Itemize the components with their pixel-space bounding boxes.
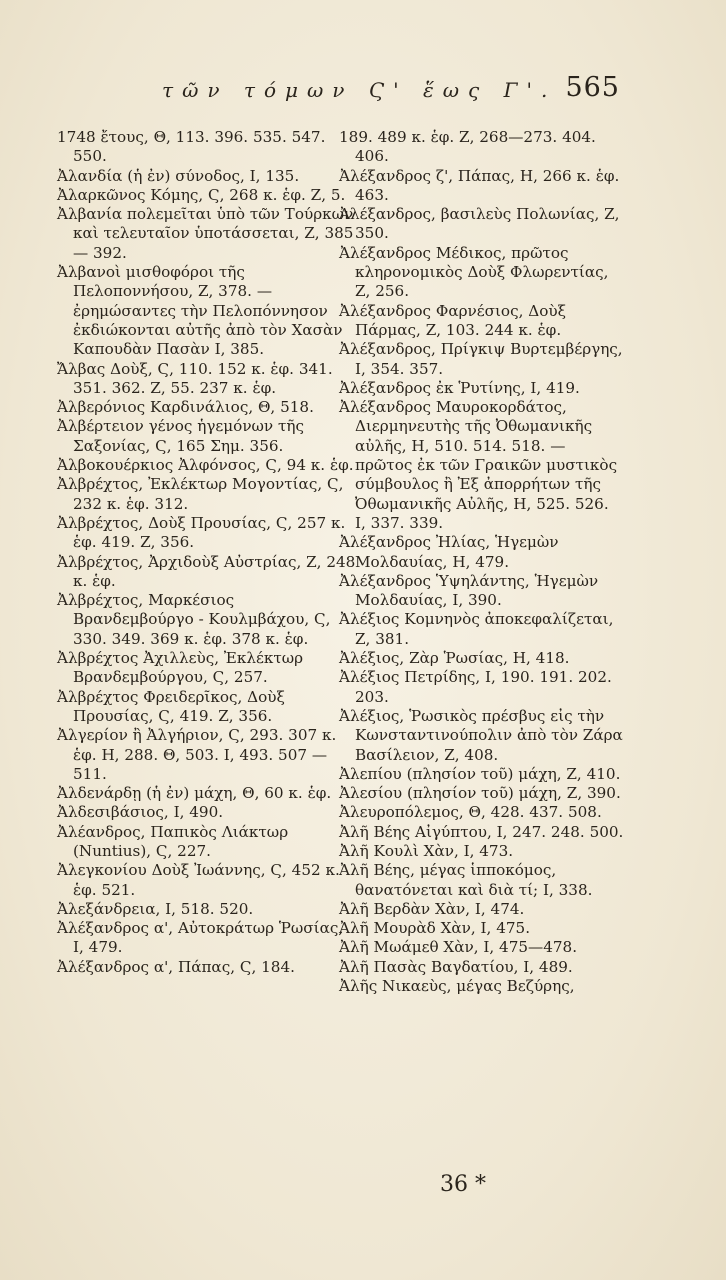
index-entry: Ἀλβανοὶ μισθοφόροι τῆς Πελοποννήσου, Ζ, 378. — ἐρημώσαντες τὴν Πελοπόννησον ἐκδιώκονται αὐτῆς ἀπὸ τὸν Χασὰν Καπουδὰν Πασὰν Ι, 385. <box>57 263 343 359</box>
index-entry: Ἀλεξάνδρεια, Ι, 518. 520. <box>57 899 254 918</box>
index-entry: Ἀλέξανδρος Ὑψηλάντης, Ἡγεμὼν Μολδαυίας, Ι, 390. <box>339 571 599 610</box>
index-entry: Ἀλβέρτειον γένος ἡγεμόνων τῆς Σαξονίας, Ϛ, 165 Σημ. 356. <box>57 417 304 455</box>
index-entry: Ἀλβερόνιος Καρδινάλιος, Θ, 518. <box>57 398 314 417</box>
index-entry: Ἀλέξανδρος α', Αὐτοκράτωρ Ῥωσίας, Ι, 479. <box>57 919 344 957</box>
index-entry: Ἀλέξανδρος Μέδικος, πρῶτος κληρονομικὸς Δοὺξ Φλωρεντίας, Ζ, 256. <box>339 243 609 301</box>
index-entry: Ἀλῆ Μουρὰδ Χὰν, Ι, 475. <box>339 919 531 938</box>
index-entry: Ἀλβρέχτος Φρειδερῖκος, Δοὺξ Προυσίας, Ϛ, 419. Ζ, 356. <box>57 687 285 725</box>
index-column-right <box>339 128 624 996</box>
index-entry: Ἀλέξανδρος, Πρίγκιψ Βυρτεμβέργης, Ι, 354. 357. <box>339 340 623 378</box>
index-column-left <box>57 128 357 977</box>
index-entry: Ἀλῆ Βερδὰν Χὰν, Ι, 474. <box>339 899 525 918</box>
index-entry: Ἀλῆ Βέης, μέγας ἱπποκόμος, θανατόνεται καὶ διὰ τί; Ι, 338. <box>339 861 593 899</box>
index-entry: Ἀλβρέχτος, Μαρκέσιος Βρανδεμβούργο - Κουλμβάχου, Ϛ, 330. 349. 369 κ. ἑφ. 378 κ. ἑφ. <box>57 591 331 648</box>
index-entry: Ἀλέξανδρος ζ', Πάπας, Η, 266 κ. ἑφ. 463. <box>339 166 620 204</box>
index-entry: Ἀλδενάρδῃ (ἡ ἐν) μάχη, Θ, 60 κ. ἑφ. <box>57 784 332 803</box>
index-entry: Ἀλέανδρος, Παπικὸς Λιάκτωρ (Nuntius), Ϛ, 227. <box>57 822 289 860</box>
index-entry: Ἀλῆ Βέης Αἰγύπτου, Ι, 247. 248. 500. <box>339 822 624 841</box>
index-entry: Ἀλβρέχτος, Ἐκλέκτωρ Μογοντίας, Ϛ, 232 κ. ἑφ. 312. <box>57 475 344 513</box>
index-entry: Ἀλέξανδρος Φαρνέσιος, Δοὺξ Πάρμας, Ζ, 103. 244 κ. ἑφ. <box>339 301 566 339</box>
index-entry: Ἀλέξανδρος Μαυροκορδάτος, Διερμηνευτὴς τῆς Ὀθωμανικῆς αὐλῆς, Η, 510. 514. 518. — πρῶτος ἐκ τῶν Γραικῶν μυστικὸς σύμβουλος ἢ Ἐξ ἀπορρήτων τῆς Ὀθωμανικῆς Αὐλῆς, Η, 525. 526. Ι, 337. 339. <box>339 398 618 532</box>
index-entry: Ἀλδεσιβάσιος, Ι, 490. <box>57 803 224 822</box>
index-entry: 1748 ἔτους, Θ, 113. 396. 535. 547. 550. <box>57 128 326 166</box>
page-number: 565 <box>565 72 620 103</box>
index-entry: Ἀλέξιος, Ῥωσικὸς πρέσβυς εἰς τὴν Κωνσταντινούπολιν ἀπὸ τὸν Ζάρα Βασίλειον, Ζ, 408. <box>339 706 623 764</box>
index-entry: Ἀλῆ Πασὰς Βαγδατίου, Ι, 489. <box>339 957 573 976</box>
index-entry: Ἀλέξανδρος Ἠλίας, Ἡγεμὼν Μολδαυίας, Η, 479. <box>339 533 559 571</box>
index-entry: Ἀλανδία (ἡ ἐν) σύνοδος, Ι, 135. <box>57 166 300 185</box>
page-header <box>150 72 630 112</box>
index-entry: Ἀλῆς Νικαεὺς, μέγας Βεζύρης, <box>339 977 575 996</box>
index-entry: Ἄλβας Δοὺξ, Ϛ, 110. 152 κ. ἑφ. 341. 351. 362. Ζ, 55. 237 κ. ἑφ. <box>57 359 333 397</box>
index-entry: Ἀλέξανδρος ἐκ Ῥυτίνης, Ι, 419. <box>339 378 580 397</box>
index-entry: Ἀλέξιος Πετρίδης, Ι, 190. 191. 202. 203. <box>339 668 612 706</box>
index-entry: Ἀλέξιος Κομνηνὸς ἀποκεφαλίζεται, Ζ, 381. <box>339 610 614 648</box>
index-entry: 189. 489 κ. ἑφ. Ζ, 268—273. 404. 406. <box>339 128 596 166</box>
index-entry: Ἀλβρέχτος, Δοὺξ Προυσίας, Ϛ, 257 κ. ἑφ. 419. Ζ, 356. <box>57 513 346 552</box>
index-entry: Ἀλεσίου (πλησίον τοῦ) μάχη, Ζ, 390. <box>339 784 621 803</box>
index-entry: Ἀλβοκουέρκιος Ἀλφόνσος, Ϛ, 94 κ. ἑφ. <box>57 456 354 475</box>
index-entry: Ἀλβρέχτος Ἀχιλλεὺς, Ἐκλέκτωρ Βρανδεμβούργου, Ϛ, 257. <box>57 649 304 687</box>
index-entry: Ἀλῆ Κουλὶ Χὰν, Ι, 473. <box>339 841 514 860</box>
index-entry: Ἀλέξανδρος α', Πάπας, Ϛ, 184. <box>57 957 295 976</box>
index-entry: Ἀλέξανδρος, βασιλεὺς Πολωνίας, Ζ, 350. <box>339 205 620 243</box>
index-entry: Ἀλέξιος, Ζὰρ Ῥωσίας, Η, 418. <box>339 649 570 668</box>
index-entry: Ἀλῆ Μωάμεθ Χὰν, Ι, 475—478. <box>339 938 578 957</box>
index-entry: Ἀλαρκῶνος Κόμης, Ϛ, 268 κ. ἑφ. Ζ, 5. <box>57 185 346 204</box>
index-entry: Ἀλβρέχτος, Ἀρχιδοὺξ Αὐστρίας, Ζ, 248 κ. ἑφ. <box>57 552 356 590</box>
running-title: τῶν τόμων Ϛ' ἕως Γ'. <box>162 78 557 102</box>
index-entry: Ἀλγερίον ἢ Ἀλγήριον, Ϛ, 293. 307 κ. ἑφ. Η, 288. Θ, 503. Ι, 493. 507 — 511. <box>57 726 337 783</box>
index-entry: Ἀλεγκονίου Δοὺξ Ἰωάννης, Ϛ, 452 κ. ἑφ. 521. <box>57 861 340 899</box>
index-entry: Ἀλβανία πολεμεῖται ὑπὸ τῶν Τούρκων καὶ τελευταῖον ὑποτάσσεται, Ζ, 385 — 392. <box>57 205 354 262</box>
index-entry: Ἀλευροπόλεμος, Θ, 428. 437. 508. <box>339 803 602 822</box>
index-entry: Ἀλεπίου (πλησίον τοῦ) μάχη, Ζ, 410. <box>339 764 621 783</box>
signature-mark: 36 * <box>440 1172 486 1197</box>
